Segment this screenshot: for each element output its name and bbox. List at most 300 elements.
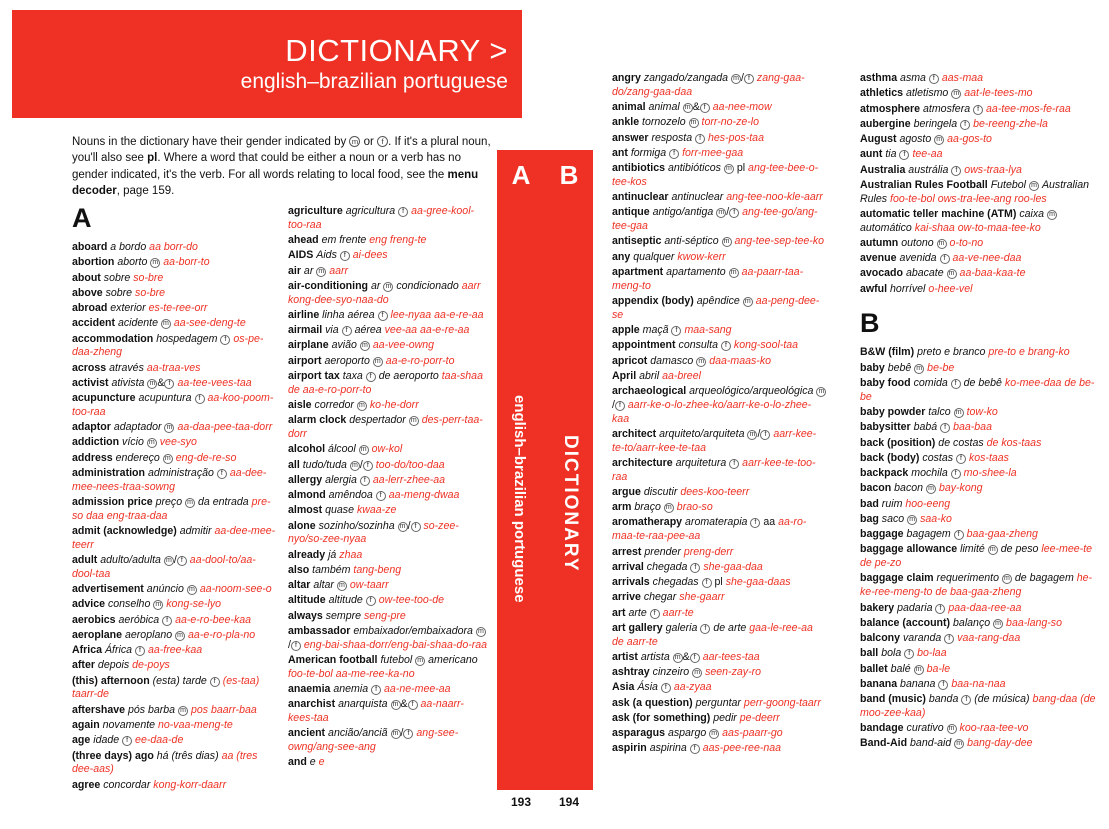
entry-translation: animal	[648, 101, 680, 114]
intro-paragraph	[72, 134, 492, 199]
dictionary-entry	[288, 443, 488, 457]
entry-headword: Africa	[72, 644, 103, 657]
entry-translation: adulto/adulta	[100, 554, 161, 567]
entry-translation: formiga	[630, 146, 667, 159]
entry-translation: apêndice	[696, 294, 740, 307]
entry-pronunciation: so-bre	[133, 271, 164, 284]
dictionary-entry	[860, 722, 1100, 736]
entry-translation: ar	[303, 264, 314, 277]
entry-translation: África	[104, 644, 133, 657]
entry-translation: pós barba	[127, 703, 176, 716]
entry-headword: adult	[72, 554, 98, 567]
entry-headword: angry	[612, 72, 641, 84]
dictionary-entry	[288, 610, 488, 624]
gender-badge-f: f	[960, 120, 970, 130]
dictionary-entry	[860, 118, 1100, 132]
entry-pronunciation: os-pe-daa-zheng	[72, 332, 264, 359]
entry-headword: Australian Rules Football	[860, 178, 988, 191]
entry-headword: animal	[612, 101, 646, 114]
dictionary-entry	[288, 355, 488, 369]
entry-translation: bacon	[894, 482, 924, 495]
dictionary-entry	[860, 421, 1100, 435]
gender-badge-f: f	[217, 469, 227, 479]
tab-letter-b[interactable]: B	[559, 160, 579, 190]
entry-pronunciation: aa-borr-to	[163, 256, 210, 269]
entry-pronunciation: ow-kol	[371, 443, 403, 456]
gender-badge-m: m	[716, 208, 726, 218]
entry-translation: aromaterapia	[685, 516, 748, 529]
gender-symbol-f: f	[377, 136, 388, 147]
gender-badge-f: f	[615, 401, 625, 411]
gender-badge-m: m	[914, 665, 924, 675]
gender-badge-f: f	[371, 685, 381, 695]
gender-badge-m: m	[747, 430, 757, 440]
dictionary-entry	[288, 756, 488, 770]
intro-text-4: . Where a word that could be either a noun or a verb has no gender indicated, it's the verb. For all words relating to local food, see the	[72, 152, 461, 181]
entry-headword: airline	[288, 308, 320, 321]
entry-translation: aeroporto	[324, 354, 370, 367]
entry-translation: também	[312, 563, 351, 576]
gender-badge-m: m	[937, 239, 947, 249]
entry-pronunciation: aa-peng-dee-se	[612, 294, 820, 321]
entry-translation: padaria	[897, 601, 933, 614]
entry-pronunciation: aa-e-ro-bee-kaa	[175, 613, 252, 626]
entry-pronunciation: preng-derr	[683, 545, 734, 558]
entry-gender-extra: pl	[736, 162, 746, 175]
entry-headword: ancient	[288, 727, 326, 740]
dictionary-entry	[72, 362, 277, 376]
entry-pronunciation: aa-nee-mow	[712, 101, 772, 114]
entry-pronunciation: e	[318, 756, 325, 769]
gender-badge-f: f	[750, 518, 760, 528]
entry-pronunciation: aa-baa-kaa-te	[959, 267, 1026, 280]
entry-headword: alarm clock	[288, 414, 347, 427]
dictionary-entry	[612, 561, 827, 575]
entry-pronunciation: baa-lang-so	[1006, 616, 1062, 629]
dictionary-entry	[860, 617, 1100, 631]
entry-pronunciation: she-gaarr	[679, 591, 725, 604]
entry-pronunciation: aa-ro-maa-te-raa-pee-aa	[612, 516, 807, 543]
entry-translation: quase	[325, 504, 354, 517]
entry-translation: bebê	[887, 361, 912, 374]
entry-pronunciation: aa-see-deng-te	[173, 317, 246, 330]
dictionary-entry	[288, 504, 488, 518]
dictionary-entry	[72, 241, 277, 255]
page-folios	[497, 795, 593, 809]
entry-headword: baby powder	[860, 406, 926, 419]
dictionary-entry	[72, 496, 277, 524]
entry-pronunciation: so-zee-nyo/so-zee-nyaa	[288, 519, 459, 546]
gender-badge-f: f	[162, 616, 172, 626]
dictionary-entry	[72, 719, 277, 733]
gender-badge-m: m	[316, 267, 326, 277]
gender-badge-m: m	[163, 454, 173, 464]
entry-headword: bandage	[860, 722, 904, 735]
gender-badge-m: m	[373, 357, 383, 367]
entry-headword: baggage	[860, 528, 904, 541]
gender-badge-f: f	[669, 149, 679, 159]
entry-translation: talco	[928, 406, 951, 419]
dictionary-entry: alone sozinho/sozinha m / f so-zee-nyo/so-zee-nyaa	[288, 519, 459, 546]
entry-translation: endereço	[115, 451, 160, 464]
entry-pronunciation: ang-tee-go/ang-tee-gaa	[612, 206, 818, 233]
entry-headword: air-conditioning	[288, 279, 369, 292]
gender-badge-f: f	[973, 105, 983, 115]
dictionary-entry	[612, 132, 827, 146]
entry-headword: anaemia	[288, 683, 331, 695]
entry-headword: almond	[288, 489, 326, 502]
gender-badge-m: m	[951, 89, 961, 99]
entry-translation: tia	[885, 148, 897, 161]
entry-translation: anúncio	[146, 583, 184, 596]
gender-badge-f: f	[366, 596, 376, 606]
entry-pronunciation: tang-beng	[353, 563, 402, 576]
gender-badge-m: m	[1047, 210, 1057, 220]
entry-translation: hospedagem	[156, 332, 218, 345]
entry-translation-cont: condicionado	[396, 279, 459, 292]
entry-pronunciation: hes-pos-taa	[708, 131, 764, 144]
dictionary-entry	[860, 133, 1100, 147]
entry-pronunciation: aa-gos-to	[947, 133, 992, 146]
gender-badge-m: m	[164, 423, 174, 433]
entry-headword: airport tax	[288, 369, 340, 382]
dictionary-entry: ancient ancião/anciã m / f ang-see-owng/ang-see-ang	[288, 727, 459, 754]
entry-headword: altar	[288, 579, 311, 592]
entry-headword: banana	[860, 677, 898, 690]
entry-translation: balé	[890, 662, 911, 675]
entry-translation: bola	[881, 647, 902, 660]
entry-translation: e	[309, 756, 316, 769]
dictionary-entry	[612, 712, 827, 726]
dictionary-entry	[860, 528, 1100, 542]
entry-pronunciation: ko-he-dorr	[369, 398, 419, 411]
dictionary-entry: artist artista m & f aar-tees-taa	[612, 650, 760, 663]
entry-pronunciation: aa-zyaa	[673, 681, 712, 694]
dictionary-entry	[612, 339, 827, 353]
gender-badge-f: f	[690, 744, 700, 754]
entry-headword: art gallery	[612, 621, 663, 634]
entry-headword: air	[288, 264, 301, 277]
gender-badge-f: f	[695, 134, 705, 144]
entry-translation: arqueológico/arqueológica	[689, 385, 814, 398]
entry-headword: aromatherapy	[612, 516, 683, 529]
entry-headword: balance (account)	[860, 616, 951, 629]
entry-translation: comida	[913, 377, 948, 390]
gender-badge-m: m	[398, 522, 408, 532]
entry-translation: idade	[93, 734, 120, 747]
entry-pronunciation: aa-meng-dwaa	[388, 489, 460, 502]
entry-pronunciation: ang-tee-noo-kle-aarr	[726, 191, 823, 204]
entry-headword: band (music)	[860, 693, 926, 706]
dictionary-entry	[72, 614, 277, 628]
entry-headword: age	[72, 734, 91, 747]
entry-translation: (esta) tarde	[152, 674, 207, 687]
gender-badge-m: m	[907, 515, 917, 525]
entry-headword: alcohol	[288, 443, 326, 456]
gender-badge-f: f	[408, 700, 418, 710]
entry-headword: arrivals	[612, 576, 650, 589]
entry-translation: sempre	[325, 609, 362, 622]
entry-headword: appendix (body)	[612, 294, 694, 307]
entry-headword: answer	[612, 131, 649, 144]
entry-headword: baggage claim	[860, 572, 934, 585]
entry-pronunciation: paa-daa-ree-aa	[948, 601, 1022, 614]
entry-pronunciation: o-to-no	[949, 236, 984, 249]
gender-badge-m: m	[722, 237, 732, 247]
gender-badge-m: m	[689, 118, 699, 128]
entry-pronunciation: bang-day-dee	[967, 737, 1033, 750]
entry-gender-extra: aa	[763, 516, 776, 529]
tab-vertical-language: english–brazilian portuguese	[511, 395, 528, 603]
entry-translation: depois	[97, 659, 130, 672]
entry-pronunciation: eng freng-te	[369, 234, 427, 247]
entry-translation: concordar	[103, 778, 151, 791]
entry-pronunciation: bo-laa	[917, 647, 947, 660]
gender-badge-f: f	[951, 166, 961, 176]
gender-badge-m: m	[187, 585, 197, 595]
gender-badge-m: m	[692, 668, 702, 678]
dictionary-entry	[612, 576, 827, 590]
entry-headword: accident	[72, 317, 115, 330]
entry-translation: avenida	[899, 252, 937, 265]
entry-headword: aspirin	[612, 742, 647, 755]
entry-translation: atmosfera	[923, 102, 971, 115]
gender-badge-f: f	[366, 372, 376, 382]
entry-translation: taxa	[342, 369, 363, 382]
entry-pronunciation: pre-so daa eng-traa-daa	[72, 496, 271, 522]
gender-badge-f: f	[122, 736, 132, 746]
gender-badge-m: m	[383, 282, 393, 292]
entry-headword: ball	[860, 647, 879, 660]
dictionary-entry: anarchist anarquista m & f aa-naarr-kees-taa	[288, 698, 464, 725]
entry-headword: any	[612, 250, 631, 263]
gender-badge-m: m	[337, 581, 347, 591]
dictionary-entry	[288, 414, 488, 442]
entry-pronunciation: koo-raa-tee-vo	[959, 722, 1029, 735]
entry-headword: almost	[288, 504, 323, 517]
entry-pronunciation: kwaa-ze	[356, 504, 397, 517]
entry-translation: ativista	[111, 376, 145, 389]
gender-badge-m: m	[954, 408, 964, 418]
entry-pronunciation: she-gaa-daa	[703, 560, 763, 573]
intro-text-5: , page 159.	[116, 184, 175, 197]
entry-translation-cont: americano	[428, 653, 478, 666]
entry-headword: baby food	[860, 377, 911, 390]
dictionary-entry	[612, 295, 827, 323]
tab-letter-a[interactable]: A	[511, 160, 531, 190]
entry-pronunciation: aa-koo-poom-too-raa	[72, 392, 274, 418]
entry-headword: asthma	[860, 72, 898, 84]
dictionary-entry	[612, 622, 827, 650]
dictionary-entry	[72, 629, 277, 643]
dictionary-entry	[72, 704, 277, 718]
dictionary-entry: archaeological arqueológico/arqueológica m/ f aarr-ke-o-lo-zhee-ko/aarr-ke-o-lo-zhee-kaa	[612, 385, 827, 426]
dictionary-entry	[612, 235, 827, 249]
entry-headword: all	[288, 458, 300, 471]
gender-badge-f: f	[929, 74, 939, 84]
entry-translation: novamente	[102, 719, 156, 731]
entry-headword: apartment	[612, 265, 664, 278]
gender-badge-m: m	[147, 438, 157, 448]
dictionary-entry	[860, 452, 1100, 466]
entry-translation: sobre	[103, 271, 131, 284]
entry-translation: outono	[901, 236, 934, 249]
entry-translation: banda	[928, 693, 959, 706]
gender-badge-m: m	[147, 379, 157, 389]
entry-translation: ar	[371, 279, 381, 292]
entry-translation: preto e branco	[917, 346, 986, 359]
menu-decoder-link[interactable]: menu decoder	[72, 168, 479, 197]
folio-right: 194	[558, 795, 580, 809]
entry-pronunciation: forr-mee-gaa	[682, 146, 744, 159]
entry-translation-cont: de bagagem	[1014, 572, 1074, 585]
dictionary-entry	[860, 164, 1100, 178]
dictionary-entry	[288, 579, 488, 593]
entry-pronunciation: brao-so	[676, 501, 713, 514]
entry-translation: balanço	[953, 616, 991, 629]
entry-pronunciation: aa-dee-mee-nees-traa-sowng	[72, 466, 267, 493]
entry-headword: airmail	[288, 324, 323, 337]
entry-headword: also	[288, 563, 310, 576]
entry-pronunciation: kai-shaa ow-to-maa-tee-ko	[914, 221, 1041, 234]
entry-pronunciation: hoo-eeng	[905, 497, 951, 510]
entry-headword: aisle	[288, 398, 312, 411]
entry-headword: arrest	[612, 545, 642, 558]
entry-translation: tudo/tuda	[302, 458, 347, 471]
dictionary-column-1	[72, 205, 277, 794]
gender-badge-f: f	[340, 251, 350, 261]
entry-headword: airport	[288, 354, 322, 367]
entry-translation: abril	[639, 369, 660, 382]
entry-pronunciation: aa-vee-owng	[372, 339, 435, 352]
dictionary-entry: activist ativista m & f aa-tee-vees-taa	[72, 376, 252, 389]
dictionary-entry	[612, 324, 827, 338]
entry-headword: abortion	[72, 256, 115, 269]
gender-badge-m: m	[1029, 181, 1039, 191]
dictionary-entry	[612, 147, 827, 161]
dictionary-entry	[860, 267, 1100, 281]
dictionary-entry	[860, 208, 1100, 236]
entry-headword: baby	[860, 361, 885, 374]
gender-badge-f: f	[135, 646, 145, 656]
dictionary-entry	[288, 683, 488, 697]
entry-translation: arte	[628, 606, 647, 619]
entry-headword: activist	[72, 376, 109, 389]
entry-translation: ancião/anciã	[328, 727, 388, 740]
dictionary-column-2	[288, 205, 488, 772]
gender-badge-f: f	[411, 522, 421, 532]
entry-translation: adaptador	[113, 421, 162, 434]
entry-headword: abroad	[72, 302, 108, 315]
gender-badge-f: f	[899, 150, 909, 160]
dictionary-entry	[72, 675, 277, 703]
entry-pronunciation: aa-dool-to/aa-dool-taa	[72, 554, 256, 580]
entry-pronunciation: daa-maas-ko	[709, 354, 772, 367]
gender-badge-f: f	[376, 491, 386, 501]
entry-headword: ant	[612, 146, 628, 159]
entry-pronunciation: kong-sool-taa	[733, 339, 799, 352]
entry-translation: anarquista	[338, 698, 388, 711]
dictionary-entry	[860, 693, 1100, 721]
entry-pronunciation: kong-se-lyo	[166, 598, 222, 611]
dictionary-entry	[72, 659, 277, 673]
dictionary-entry	[612, 666, 827, 680]
plural-label: pl	[147, 152, 158, 165]
dictionary-entry	[860, 87, 1100, 101]
entry-pronunciation: de-poys	[132, 659, 170, 672]
gender-badge-f: f	[164, 379, 174, 389]
entry-headword: (three days) ago	[72, 749, 154, 762]
header-banner	[12, 10, 522, 118]
entry-pronunciation: aarr-ke-o-lo-zhee-ko/aarr-ke-o-lo-zhee-kaa	[612, 398, 812, 425]
entry-translation: antibióticos	[667, 162, 721, 175]
entry-pronunciation: he-ke-ree-meng-to de baa-gaa-zheng	[860, 572, 1093, 599]
entry-translation: costas	[922, 451, 954, 464]
entry-headword: after	[72, 659, 95, 672]
gender-badge-f: f	[940, 254, 950, 264]
entry-translation: há (três dias)	[156, 749, 219, 762]
entry-translation: amêndoa	[328, 489, 373, 502]
gender-badge-f: f	[954, 530, 964, 540]
entry-pronunciation: aas-maa	[941, 72, 984, 84]
gender-badge-m: m	[391, 729, 401, 739]
intro-text-3: . If it's a plural noun, you'll also see	[72, 136, 491, 165]
dictionary-entry	[860, 632, 1100, 646]
entry-translation-cont: Australian Rules	[860, 178, 1090, 205]
entry-pronunciation: aarr-kee-te-to/aarr-kee-te-taa	[612, 427, 817, 454]
gender-badge-m: m	[153, 600, 163, 610]
entry-pronunciation: ko-mee-daa de be-be	[860, 377, 1095, 403]
entry-translation: resposta	[651, 131, 693, 144]
entry-headword: bacon	[860, 482, 892, 495]
entry-translation: acidente	[117, 317, 158, 330]
dictionary-entry	[72, 436, 277, 450]
entry-translation: vício	[122, 436, 144, 449]
intro-text-2: or	[360, 136, 378, 148]
entry-headword: atmosphere	[860, 102, 921, 115]
entry-translation: alergia	[325, 473, 357, 486]
entry-pronunciation: lee-mee-te de pe-zo	[860, 543, 1093, 570]
dictionary-entry	[860, 678, 1100, 692]
dictionary-entry	[288, 309, 488, 323]
entry-translation-cont: aérea	[354, 324, 382, 337]
entry-pronunciation: aa-e-ro-pla-no	[188, 628, 256, 641]
entry-headword: ambassador	[288, 624, 351, 637]
entry-pronunciation: aa-dee-mee-teerr	[72, 525, 276, 551]
dictionary-entry	[612, 681, 827, 695]
entry-headword: advertisement	[72, 583, 144, 596]
entry-headword: babysitter	[860, 421, 911, 434]
entry-translation: apartamento	[666, 265, 726, 278]
entry-pronunciation: ang-tee-sep-tee-ko	[734, 235, 825, 248]
entry-headword: apricot	[612, 354, 648, 367]
gender-badge-m: m	[696, 357, 706, 367]
gender-badge-f: f	[342, 326, 352, 336]
entry-headword: April	[612, 369, 637, 382]
gender-badge-m: m	[729, 268, 739, 278]
entry-headword: antinuclear	[612, 191, 669, 204]
entry-pronunciation: eng-bai-shaa-dorr/eng-bai-shaa-do-raa	[303, 638, 488, 651]
entry-translation: prender	[644, 545, 681, 558]
entry-headword: allergy	[288, 473, 323, 486]
gender-badge-f: f	[700, 103, 710, 113]
entry-translation: austrália	[908, 163, 949, 176]
entry-headword: agriculture	[288, 205, 343, 217]
entry-translation: aspirina	[649, 742, 687, 755]
dictionary-entry	[72, 392, 277, 420]
entry-headword: antiseptic	[612, 235, 662, 248]
dictionary-entry	[288, 324, 488, 338]
